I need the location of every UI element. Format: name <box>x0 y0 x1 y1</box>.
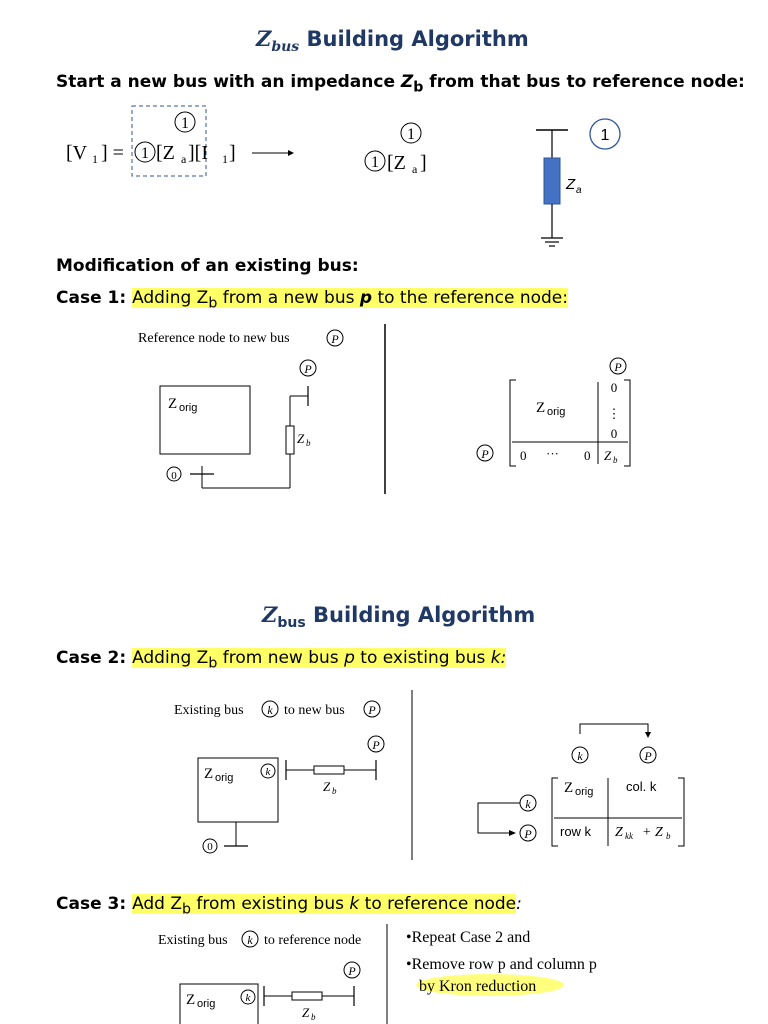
matrix2-rowk: row k <box>560 824 592 839</box>
fig3-zb-resistor <box>292 992 322 1000</box>
dashed-box <box>132 106 206 176</box>
result-node-left-label: 1 <box>371 154 379 171</box>
matrix2-zorig: Z <box>564 780 574 796</box>
eq-mid-close: ][I <box>188 142 208 164</box>
matrix-bracket-right <box>624 380 630 466</box>
result-sub: a <box>412 162 418 176</box>
fig1-zero-label: 0 <box>171 470 177 482</box>
case3-hl3: to reference node <box>359 894 517 914</box>
result-node-top-label: 1 <box>407 126 415 143</box>
matrix2-zkk: Z <box>615 825 623 840</box>
fig1-p-label: P <box>304 362 312 376</box>
case2-highlight <box>132 648 507 672</box>
title2-symbol: Z <box>262 602 278 627</box>
za-label: Z <box>566 176 576 193</box>
matrix2-arrow-path <box>580 724 648 734</box>
case3-line <box>56 894 522 917</box>
case1-hl1: Adding Z <box>132 288 209 308</box>
case2-hl1-sub: b <box>208 655 218 672</box>
matrix2-plus: + Z <box>642 825 663 840</box>
fig3-p: P <box>348 964 356 978</box>
case2-hl-k: k: <box>490 648 507 668</box>
case1-hl3: to the reference node: <box>372 288 568 308</box>
matrix-zb: Z <box>604 448 612 463</box>
eq-mid: [Z <box>156 142 175 164</box>
matrix2-k-top: k <box>577 749 583 763</box>
fig2-zb-resistor <box>314 766 344 774</box>
case1-highlight <box>132 288 568 312</box>
case3-hl2: from existing bus <box>191 894 350 914</box>
modification-heading: Modification of an existing bus: <box>56 256 359 276</box>
fig1-zb-resistor <box>286 426 294 454</box>
case1-hl1-sub: b <box>208 295 218 312</box>
case3-figure <box>150 924 670 1024</box>
case2-line <box>56 648 506 671</box>
case1-hl2: from a new bus <box>217 288 360 308</box>
zorig-label: Z <box>168 396 178 412</box>
fig2-zorig-sub: orig <box>215 772 234 784</box>
case1-caption: Reference node to new bus <box>138 331 290 346</box>
case3-hl1: Add Z <box>132 894 183 914</box>
circuit-node-label: 1 <box>600 127 610 144</box>
intro-z: Z <box>400 72 414 92</box>
case2-hl1: Adding Z <box>132 648 209 668</box>
eq-left: [V <box>66 142 88 164</box>
matrix2-zkk-sub: kk <box>625 831 633 841</box>
case1-figure <box>130 322 650 502</box>
matrix2-bracket-left <box>552 778 558 846</box>
fig3-zb-sub: b <box>311 1012 316 1022</box>
title-symbol: Z <box>256 26 272 51</box>
case3-hl1-sub: b <box>182 901 192 918</box>
case3-highlight <box>132 894 517 918</box>
arrow-head <box>288 150 294 156</box>
matrix-row-dots: ··· <box>546 446 559 461</box>
title2-text: Building Algorithm <box>312 603 536 627</box>
zorig-sub: orig <box>179 402 198 414</box>
fig2-zero: 0 <box>207 841 213 853</box>
eq-i-sub: 1 <box>222 152 228 166</box>
matrix2-p-top: P <box>644 749 652 763</box>
matrix2-bracket-right <box>678 778 684 846</box>
eq-left-sub: 1 <box>92 152 98 166</box>
case2-hl3: to existing bus <box>354 648 491 668</box>
intro-end: from that bus to reference node: <box>423 72 745 92</box>
matrix-p-top: P <box>614 360 622 374</box>
result-figure <box>360 118 450 182</box>
equation-figure <box>60 100 360 190</box>
impedance-circuit <box>520 114 630 254</box>
matrix2-side-arrow <box>478 803 520 833</box>
matrix-p-left: P <box>481 447 489 461</box>
matrix2-arrow-head <box>645 732 651 738</box>
fig2-p: P <box>372 738 380 752</box>
node-label-left: 1 <box>141 145 149 162</box>
case1-hl-p: p <box>359 288 373 308</box>
matrix-col-zero-top: 0 <box>610 380 618 395</box>
case3-caption-b: to reference node <box>264 933 362 948</box>
eq-close: ] <box>229 142 236 164</box>
case1-caption-p: P <box>331 332 339 346</box>
section2-title <box>262 602 535 631</box>
result-close: ] <box>420 152 427 174</box>
fig2-zb-sub: b <box>332 786 337 796</box>
case3-hl-k: k <box>349 894 360 914</box>
matrix-zorig: Z <box>536 400 546 416</box>
title2-subscript: bus <box>277 615 306 632</box>
matrix-col-zero-bottom: 0 <box>610 426 618 441</box>
fig3-zorig-sub: orig <box>197 998 216 1010</box>
intro-zsub: b <box>413 79 424 96</box>
node-label-top: 1 <box>181 115 189 132</box>
case2-label: Case 2: <box>56 648 133 668</box>
matrix-row-zero-right: 0 <box>584 448 591 463</box>
case3-colon: : <box>516 894 522 914</box>
case3-caption-a: Existing bus <box>158 933 228 948</box>
case1-label: Case 1: <box>56 288 133 308</box>
case2-figure <box>168 688 708 868</box>
fig1-zb-sub: b <box>306 438 311 448</box>
case2-hl-p: p <box>344 648 355 668</box>
fig3-zorig: Z <box>186 992 196 1008</box>
matrix-zorig-sub: orig <box>547 406 566 418</box>
result-text: [Z <box>387 152 406 174</box>
intro-line <box>56 72 745 95</box>
case3-label: Case 3: <box>56 894 133 914</box>
matrix2-colk: col. k <box>626 779 657 794</box>
case2-caption-a: Existing bus <box>174 703 244 718</box>
case3-caption-k: k <box>247 933 253 947</box>
bullet-remove-row-col: •Remove row p and column p <box>406 956 597 973</box>
bullet-kron-reduction: by Kron reduction <box>419 978 537 995</box>
case2-caption-k: k <box>267 703 273 717</box>
fig2-zorig: Z <box>204 766 214 782</box>
matrix-zb-sub: b <box>613 455 618 465</box>
fig3-k: k <box>245 992 251 1004</box>
matrix2-zorig-sub: orig <box>575 786 594 798</box>
case1-line <box>56 288 568 311</box>
fig3-zb: Z <box>302 1005 310 1020</box>
matrix-vdots: ⋮ <box>607 406 621 421</box>
case2-hl2: from new bus <box>217 648 345 668</box>
matrix2-plus-sub: b <box>666 831 671 841</box>
matrix-bracket-left <box>510 380 516 466</box>
intro-start: Start a new bus with an impedance <box>56 72 401 92</box>
impedance-resistor <box>544 158 560 204</box>
matrix2-k-left: k <box>525 797 531 811</box>
fig2-k: k <box>265 766 271 778</box>
eq-mid-sub: a <box>181 152 187 166</box>
fig1-zb-label: Z <box>297 431 305 446</box>
eq-left-close: ] = <box>101 142 124 164</box>
case2-caption-b: to new bus <box>284 703 345 718</box>
case2-caption-p: P <box>368 703 376 717</box>
matrix2-side-arrow-head <box>509 830 516 836</box>
section1-title <box>256 26 529 55</box>
matrix2-p-left: P <box>524 827 532 841</box>
bullet-repeat-case2: •Repeat Case 2 and <box>406 929 531 946</box>
za-sub: a <box>576 185 582 196</box>
fig2-zb: Z <box>323 779 331 794</box>
title-subscript: bus <box>271 39 300 56</box>
title-text: Building Algorithm <box>306 27 529 51</box>
matrix-row-zero-left: 0 <box>520 448 527 463</box>
